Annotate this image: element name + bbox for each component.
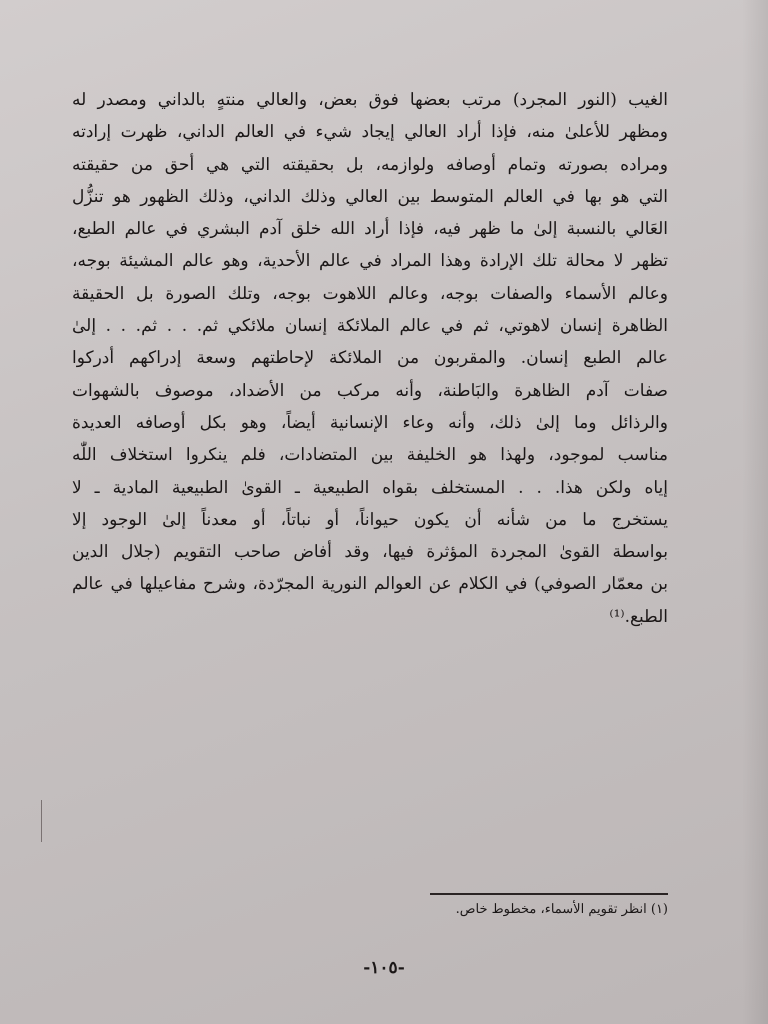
- margin-mark: [41, 800, 42, 842]
- text-line: بن معمّار الصوفي) في الكلام عن العوالم النورية المجرّدة، وشرح مفاعيلها في عالم: [72, 574, 668, 595]
- body-text: [72, 84, 668, 633]
- text-line: وعالم الأسماء والصفات بوجه، وعالم اللاهوت بوجه، وتلك الصورة بل الحقيقة: [72, 283, 668, 304]
- text-line: العَالي بالنسبة إلىٰ ما ظهر فيه، فإذا أراد الله خلق آدم البشري في عالم الطبع،: [72, 219, 668, 240]
- text-line: تظهر لا محالة تلك الإرادة وهذا المراد في عالم الأحدية، وهو عالم المشيئة بوجه،: [72, 251, 669, 272]
- text-line: عالم الطبع إنسان. والمقربون من الملائكة لإحاطتهم وسعة إدراكهم أدركوا: [72, 348, 668, 369]
- text-line: ومراده بصورته وتمام أوصافه ولوازمه، بل بحقيقته التي هي أحق من حقيقته: [72, 154, 668, 175]
- text-line: الغيب (النور المجرد) مرتب بعضها فوق بعض، والعالي منتهٍ بالداني ومصدر له: [72, 90, 668, 110]
- text-line: بواسطة القوىٰ المجردة المؤثرة فيها، وقد أفاض صاحب التقويم (جلال الدين: [72, 542, 668, 563]
- text-line: والرذائل وما إلىٰ ذلك، وأنه وعاء الإنسانية أيضاً، وهو بكل أوصافه العديدة: [72, 412, 668, 433]
- page-number: -١٠٥-: [363, 958, 405, 978]
- page-edge-shadow: [742, 0, 768, 1024]
- footnote: (١) انظر تقويم الأسماء، مخطوط خاص.: [455, 902, 668, 917]
- text-line: يستخرج ما من شأنه أن يكون حيواناً، أو نباتاً، أو معدناً إلىٰ الوجود إلا: [72, 509, 668, 530]
- text-line: إياه ولكن هذا. . . المستخلف بقواه الطبيعية ـ القوىٰ الطبيعية المادية ـ لا: [72, 477, 668, 498]
- text-line: التي هو بها في العالم المتوسط بين العالي وذلك الداني، وذلك الظهور هو تنزُّل: [72, 186, 668, 207]
- text-line: صفات آدم الظاهرة والبَاطنة، وأنه مركب من الأضداد، موصوف بالشهوات: [72, 380, 668, 401]
- text-line: الظاهرة إنسان لاهوتي، ثم في عالم الملائكة إنسان ملائكي ثم. . . ثم. . . إلىٰ: [72, 316, 668, 337]
- text-line: مناسب لموجود، ولهذا هو الخليفة بين المتضادات، فلم ينكروا استخلاف اللّٰه: [72, 445, 668, 466]
- footnote-separator: [430, 893, 668, 895]
- text-line-last: الطبع.⁽¹⁾: [609, 606, 668, 627]
- text-line: ومظهر للأعلىٰ منه، فإذا أراد العالي إيجاد شيء في العالم الداني، ظهرت إرادته: [72, 122, 668, 143]
